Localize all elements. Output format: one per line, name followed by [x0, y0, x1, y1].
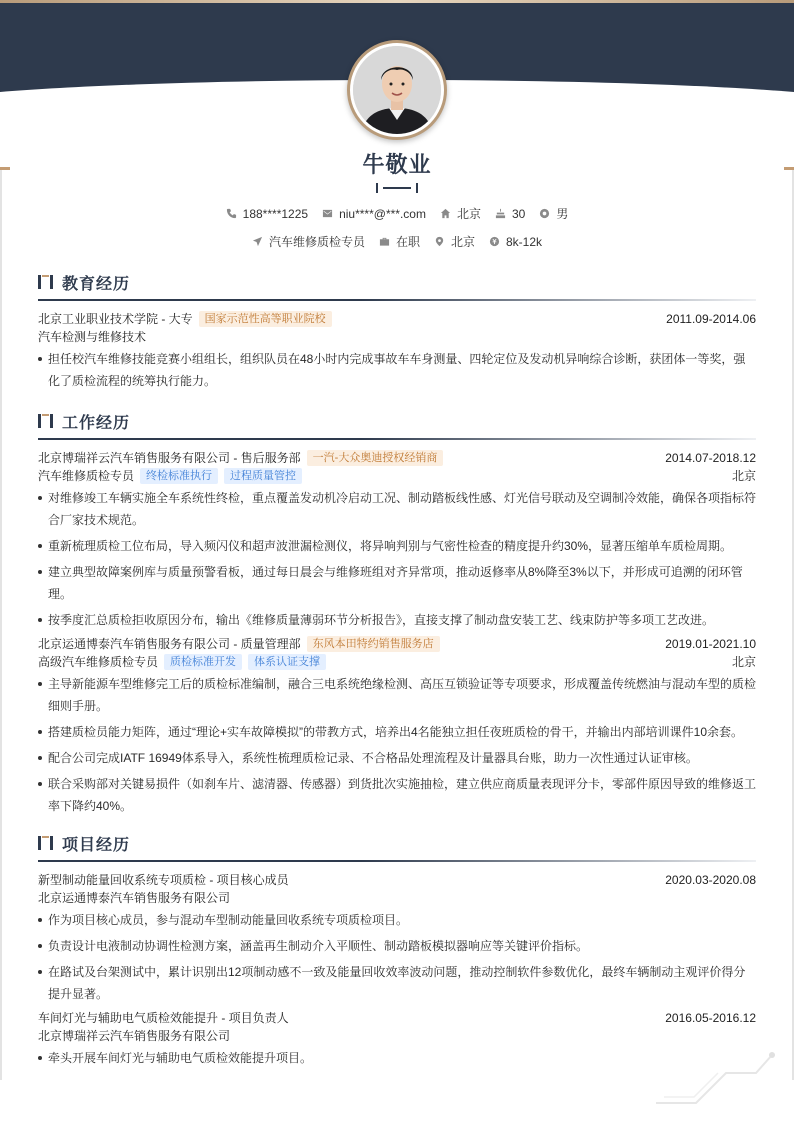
section-bracket-icon [38, 835, 54, 851]
list-item: 建立典型故障案例库与质量预警看板，通过每日晨会与维修班组对齐异常项，推动返修率从8%降至3%以下，并形成可追溯的闭环管理。 [38, 561, 756, 605]
list-item: 配合公司完成IATF 16949体系导入，系统性梳理质检记录、不合格品处理流程及计量器具台账，助力一次性通过认证审核。 [38, 747, 756, 769]
education-row [38, 310, 756, 328]
work-date: 2019.01-2021.10 [665, 637, 756, 651]
mail-icon [322, 208, 333, 219]
education-title: 教育经历 [62, 275, 131, 293]
briefcase-icon [379, 236, 390, 247]
list-item: 作为项目核心成员，参与混动车型制动能量回收系统专项质检项目。 [38, 909, 756, 931]
list-item: 联合采购部对关键易损件（如刹车片、滤清器、传感器）到货批次实施抽检，建立供应商质量表现评分卡，零部件原因导致的维修返工率下降约40%。 [38, 773, 756, 817]
name-divider-deco [375, 183, 419, 193]
skill-tag: 质检标准开发 [164, 654, 242, 670]
gender-text: 男 [556, 207, 569, 221]
project-org-row [38, 1027, 756, 1045]
company-name: 北京博瑞祥云汽车销售服务有限公司 - 售后服务部 [38, 451, 301, 465]
section-bracket-icon [38, 413, 54, 429]
age-text: 30 [511, 206, 526, 221]
work-header [38, 407, 756, 435]
list-item: 搭建质检员能力矩阵，通过“理论+实车故障模拟”的带教方式，培养出4名能独立担任夜班质检的骨干，并输出内部培训课件10余套。 [38, 721, 756, 743]
job-intent-row [0, 233, 794, 250]
section-rule [38, 860, 756, 862]
project-row [38, 1009, 756, 1027]
email-text: niu****@***.com [339, 206, 426, 221]
education-entry [38, 310, 756, 392]
status-item [379, 233, 420, 250]
project-org: 北京博瑞祥云汽车销售服务有限公司 [38, 1029, 231, 1043]
send-icon [252, 236, 263, 247]
work-location: 北京 [731, 469, 756, 483]
school-name: 北京工业职业技术学院 - 大专 [38, 312, 193, 326]
list-item: 重新梳理质检工位布局，导入频闪仪和超声波泄漏检测仪，将异响判别与气密性检查的精度提升约30%，显著压缩单车质检周期。 [38, 535, 756, 557]
project-name: 新型制动能量回收系统专项质检 - 项目核心成员 [38, 873, 289, 887]
age-item [495, 207, 525, 221]
section-rule [38, 438, 756, 440]
header-gold-line [0, 0, 794, 3]
target-city-item [434, 233, 475, 250]
phone-text: 188****1225 [242, 206, 309, 221]
project-bullets [38, 1047, 756, 1069]
projects-title: 项目经历 [62, 836, 131, 854]
company-tag: 东风本田特约销售服务店 [307, 636, 440, 652]
role-row [38, 467, 756, 485]
list-item: 负责设计电液制动协调性检测方案，涵盖再生制动介入平顺性、制动踏板模拟器响应等关键评价指标。 [38, 935, 756, 957]
list-item: 主导新能源车型维修完工后的质检标准编制，融合三电系统绝缘检测、高压互锁验证等专项要求，形成覆盖传统燃油与混动车型的质检细则手册。 [38, 673, 756, 717]
target-job-item [252, 233, 365, 250]
role-name: 汽车维修质检专员 [38, 469, 135, 483]
projects-header [38, 829, 756, 857]
skill-tag: 终检标准执行 [140, 468, 218, 484]
list-item: 担任校汽车维修技能竞赛小组组长，组织队员在48小时内完成事故车车身测量、四轮定位及发动机异响综合诊断，获团体一等奖，强化了质检流程的统筹执行能力。 [38, 348, 756, 392]
project-entry [38, 871, 756, 1005]
avatar [353, 46, 441, 134]
project-date: 2016.05-2016.12 [665, 1011, 756, 1025]
skill-tag: 体系认证支撑 [248, 654, 326, 670]
candidate-name: 牛敬业 [362, 152, 432, 177]
home-icon [440, 208, 451, 219]
salary-item [489, 235, 542, 249]
section-rule [38, 299, 756, 301]
work-section [38, 407, 756, 821]
company-row [38, 635, 756, 653]
education-bullets [38, 348, 756, 392]
work-bullets [38, 673, 756, 817]
education-date: 2011.09-2014.06 [666, 312, 756, 326]
project-entry [38, 1009, 756, 1069]
work-entry [38, 449, 756, 631]
section-bracket-icon [38, 274, 54, 290]
education-header [38, 268, 756, 296]
work-entry [38, 635, 756, 817]
role-row [38, 653, 756, 671]
project-row [38, 871, 756, 889]
phone-item [226, 207, 308, 221]
phone-icon [226, 208, 237, 219]
city-text: 北京 [456, 207, 481, 221]
gender-icon [539, 208, 550, 219]
education-section [38, 268, 756, 396]
projects-section [38, 829, 756, 1073]
work-location: 北京 [731, 655, 756, 669]
city-item [440, 205, 481, 222]
major-name: 汽车检测与维修技术 [38, 330, 147, 344]
gender-item [539, 205, 568, 222]
cake-icon [495, 208, 506, 219]
list-item: 对维修竣工车辆实施全车系统性终检，重点覆盖发动机冷启动工况、制动踏板线性感、灯光信号联动及空调制冷效能，确保各项指标符合厂家技术规范。 [38, 487, 756, 531]
side-line-left [0, 170, 2, 1080]
corner-line-deco [656, 1045, 776, 1105]
list-item: 牵头开展车间灯光与辅助电气质检效能提升项目。 [38, 1047, 756, 1069]
status-text: 在职 [395, 235, 420, 249]
school-tag: 国家示范性高等职业院校 [199, 311, 332, 327]
major-row [38, 328, 756, 346]
company-name: 北京运通博泰汽车销售服务有限公司 - 质量管理部 [38, 637, 301, 651]
project-bullets [38, 909, 756, 1005]
avatar-ring [347, 40, 447, 140]
list-item: 在路试及台架测试中，累计识别出12项制动感不一致及能量回收效率波动问题，推动控制软件参数优化，最终车辆制动主观评价得分提升显著。 [38, 961, 756, 1005]
company-tag: 一汽-大众奥迪授权经销商 [307, 450, 444, 466]
pin-icon [434, 236, 445, 247]
target-city-text: 北京 [450, 235, 475, 249]
list-item: 按季度汇总质检拒收原因分布，输出《维修质量薄弱环节分析报告》，直接支撑了制动盘安装工艺、线束防护等多项工艺改进。 [38, 609, 756, 631]
company-row [38, 449, 756, 467]
work-date: 2014.07-2018.12 [665, 451, 756, 465]
project-org: 北京运通博泰汽车销售服务有限公司 [38, 891, 231, 905]
target-job-text: 汽车维修质检专员 [268, 235, 365, 249]
project-name: 车间灯光与辅助电气质检效能提升 - 项目负责人 [38, 1011, 289, 1025]
project-org-row [38, 889, 756, 907]
work-title: 工作经历 [62, 414, 131, 432]
salary-text: 8k-12k [506, 234, 543, 249]
avatar-portrait-icon [353, 46, 441, 134]
work-bullets [38, 487, 756, 631]
money-icon [489, 236, 500, 247]
email-item [322, 207, 426, 221]
role-name: 高级汽车维修质检专员 [38, 655, 159, 669]
contact-row [0, 205, 794, 222]
skill-tag: 过程质量管控 [224, 468, 302, 484]
project-date: 2020.03-2020.08 [665, 873, 756, 887]
